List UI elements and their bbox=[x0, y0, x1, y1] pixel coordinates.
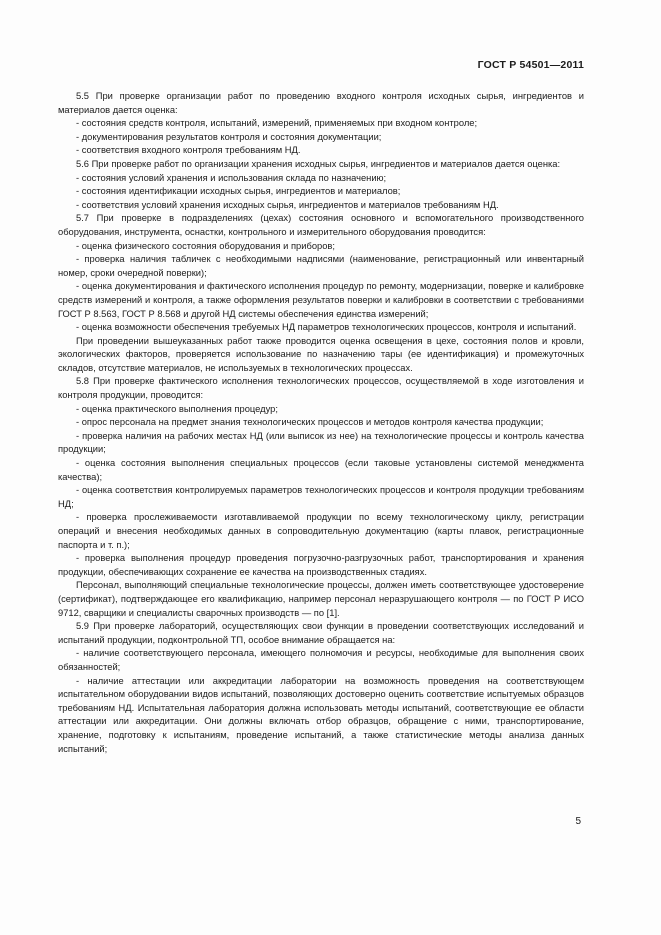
list-item: - оценка документирования и фактического исполнения процедур по ремонту, модернизации, поверке и калибровке средств измерений и контроля, а также оформления результатов поверки и калибровки в соответствии с требованиями ГОСТ Р 8.563, ГОСТ Р 8.568 и другой НД системы обеспечения единства измерений; bbox=[58, 281, 584, 319]
section-5-7: 5.7 При проверке в подразделениях (цехах) состояния основного и вспомогательного производственного оборудования, инструмента, оснастки, контрольного и измерительного оборудования проводится: bbox=[58, 213, 584, 237]
list-item: - состояния условий хранения и использования склада по назначению; bbox=[76, 172, 387, 183]
list-item: - проверка наличия на рабочих местах НД (или выписок из нее) на технологические процессы и контроль качества продукции; bbox=[58, 430, 584, 455]
list-item: - оценка возможности обеспечения требуемых НД параметров технологических процессов, контроля и испытаний. bbox=[76, 322, 577, 333]
section-5-9: 5.9 При проверке лабораторий, осуществляющих свои функции в проведении соответствующих исследований и испытаний продукции, подконтрольной ТП, особое внимание обращается на: bbox=[58, 621, 584, 645]
list-item: - проверка прослеживаемости изготавливаемой продукции по всему технологическому циклу, регистрации операций и внесения необходимых данных в сопроводительную документацию (карты плавок, регистрационные паспорта и т. п.); bbox=[58, 512, 584, 550]
list-item: - документирования результатов контроля и состояния документации; bbox=[76, 131, 382, 142]
list-item: - соответствия входного контроля требованиям НД. bbox=[76, 145, 301, 156]
list-item: - проверка выполнения процедур проведения погрузочно-разгрузочных работ, транспортирования и хранения продукции, обеспечивающих сохранение ее качества на производственных стадиях. bbox=[58, 553, 584, 577]
list-item: - оценка соответствия контролируемых параметров технологических процессов и контроля продукции требованиям НД; bbox=[58, 485, 584, 509]
document-body bbox=[58, 90, 584, 756]
list-item: - состояния средств контроля, испытаний, измерений, применяемых при входном контроле; bbox=[76, 118, 478, 129]
section-5-6: 5.6 При проверке работ по организации хранения исходных сырья, ингредиентов и материалов дается оценка: bbox=[76, 158, 561, 169]
list-item: - наличие соответствующего персонала, имеющего полномочия и ресурсы, необходимые для выполнения своих обязанностей; bbox=[58, 648, 584, 672]
list-item: - оценка физического состояния оборудования и приборов; bbox=[76, 240, 335, 251]
list-item: - опрос персонала на предмет знания технологических процессов и методов контроля качества продукции; bbox=[76, 417, 544, 428]
section-5-8: 5.8 При проверке фактического исполнения технологических процессов, осуществляемой в ходе изготовления и контроля продукции, проводится: bbox=[58, 376, 584, 401]
page-number: 5 bbox=[575, 816, 581, 827]
list-item: - состояния идентификации исходных сырья, ингредиентов и материалов; bbox=[76, 186, 401, 197]
list-item: - проверка наличия табличек с необходимыми надписями (наименование, регистрационный или инвентарный номер, сроки очередной поверки); bbox=[58, 254, 584, 278]
section-5-5: 5.5 При проверке организации работ по проведению входного контроля исходных сырья, ингредиентов и материалов дается оценка: bbox=[58, 91, 584, 115]
list-item: - наличие аттестации или аккредитации лаборатории на возможность проведения на соответствующем испытательном оборудовании видов испытаний, позволяющих достоверно оценить соответствие испытуемых образцов требованиям НД. Испытательная лаборатория должна использовать методы испытаний, соответствующие ее области аттестации или аккредитации. Они должны включать отбор образцов, обращение с ними, транспортирование, хранение, подготовку к испытаниям, проведение испытаний, а также статистические методы анализа данных испытаний; bbox=[58, 675, 584, 754]
list-item: - соответствия условий хранения исходных сырья, ингредиентов и материалов требованиям НД. bbox=[76, 199, 499, 210]
paragraph: При проведении вышеуказанных работ также проводится оценка освещения в цехе, состояния полов и кровли, экологических факторов, проверяется использование по назначению тары (ее идентификация) и промежуточных складов, отсутствие материалов, не используемых в технологических процессах. bbox=[58, 335, 584, 373]
paragraph: Персонал, выполняющий специальные технологические процессы, должен иметь соответствующее удостоверение (сертификат), подтверждающее его квалификацию, например персонал неразрушающего контроля — по ГОСТ Р ИСО 9712, сварщики и специалисты сварочных производств — по [1]. bbox=[58, 580, 584, 618]
document-code-header: ГОСТ Р 54501—2011 bbox=[477, 59, 584, 71]
list-item: - оценка состояния выполнения специальных процессов (если таковые установлены системой менеджмента качества); bbox=[58, 458, 584, 482]
list-item: - оценка практического выполнения процедур; bbox=[76, 403, 278, 414]
